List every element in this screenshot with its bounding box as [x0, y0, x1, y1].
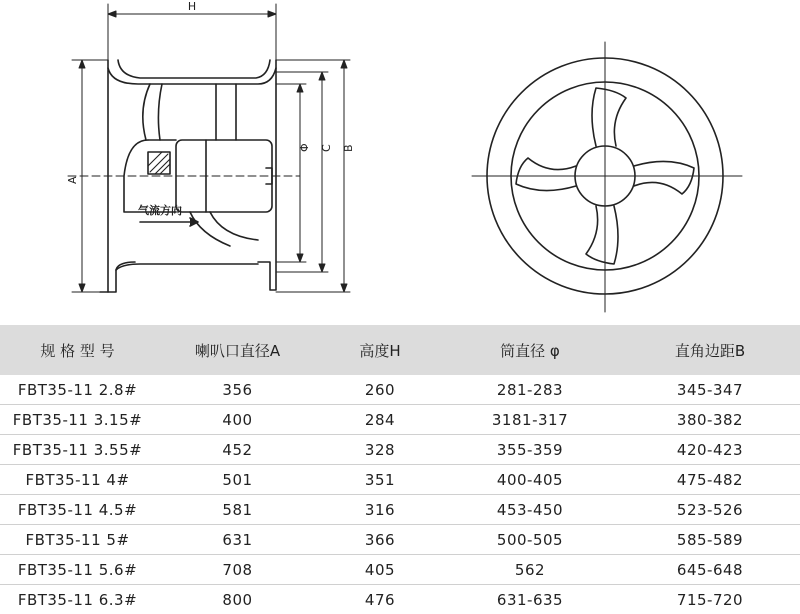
cell-bell-diameter: 631 — [155, 525, 320, 555]
dim-h-label: H — [188, 0, 196, 13]
cell-flange-distance: 585-589 — [620, 525, 800, 555]
cell-bell-diameter: 800 — [155, 585, 320, 614]
dim-b-label: B — [342, 144, 355, 152]
cell-model: FBT35-11 4.5# — [0, 495, 155, 525]
cell-height: 366 — [320, 525, 440, 555]
cell-model: FBT35-11 2.8# — [0, 375, 155, 405]
cell-model: FBT35-11 3.15# — [0, 405, 155, 435]
cell-flange-distance: 420-423 — [620, 435, 800, 465]
cell-tube-diameter: 453-450 — [440, 495, 620, 525]
cell-height: 405 — [320, 555, 440, 585]
front-view — [472, 42, 742, 312]
cell-tube-diameter: 562 — [440, 555, 620, 585]
cell-height: 328 — [320, 435, 440, 465]
header-height: 高度H — [320, 325, 440, 375]
cell-bell-diameter: 501 — [155, 465, 320, 495]
table-row — [0, 495, 800, 525]
header-model: 规 格 型 号 — [0, 325, 155, 375]
cell-model: FBT35-11 6.3# — [0, 585, 155, 614]
cell-height: 284 — [320, 405, 440, 435]
table-row — [0, 405, 800, 435]
dim-a-label: A — [66, 176, 79, 184]
header-bell-diameter: 喇叭口直径A — [155, 325, 320, 375]
cell-bell-diameter: 452 — [155, 435, 320, 465]
cell-bell-diameter: 581 — [155, 495, 320, 525]
cell-model: FBT35-11 3.55# — [0, 435, 155, 465]
cell-height: 316 — [320, 495, 440, 525]
cell-tube-diameter: 355-359 — [440, 435, 620, 465]
cell-tube-diameter: 631-635 — [440, 585, 620, 614]
cell-model: FBT35-11 5# — [0, 525, 155, 555]
cell-flange-distance: 475-482 — [620, 465, 800, 495]
spec-table — [0, 325, 800, 614]
header-flange-distance: 直角边距B — [620, 325, 800, 375]
table-header-row — [0, 325, 800, 375]
table-row — [0, 375, 800, 405]
cell-tube-diameter: 281-283 — [440, 375, 620, 405]
cell-tube-diameter: 3181-317 — [440, 405, 620, 435]
cell-model: FBT35-11 4# — [0, 465, 155, 495]
cell-bell-diameter: 708 — [155, 555, 320, 585]
airflow-label: 气流方向 — [138, 203, 182, 217]
cell-tube-diameter: 400-405 — [440, 465, 620, 495]
table-row — [0, 585, 800, 614]
table-row — [0, 465, 800, 495]
cell-flange-distance: 345-347 — [620, 375, 800, 405]
table-row — [0, 525, 800, 555]
cell-flange-distance: 380-382 — [620, 405, 800, 435]
cell-bell-diameter: 400 — [155, 405, 320, 435]
header-tube-diameter: 筒直径 φ — [440, 325, 620, 375]
cell-flange-distance: 715-720 — [620, 585, 800, 614]
cell-height: 260 — [320, 375, 440, 405]
cell-model: FBT35-11 5.6# — [0, 555, 155, 585]
cell-height: 351 — [320, 465, 440, 495]
cell-flange-distance: 645-648 — [620, 555, 800, 585]
cell-bell-diameter: 356 — [155, 375, 320, 405]
dim-phi-label: Φ — [298, 143, 311, 152]
dim-c-label: C — [320, 144, 333, 152]
table-row — [0, 555, 800, 585]
cell-flange-distance: 523-526 — [620, 495, 800, 525]
cell-height: 476 — [320, 585, 440, 614]
cell-tube-diameter: 500-505 — [440, 525, 620, 555]
table-row — [0, 435, 800, 465]
